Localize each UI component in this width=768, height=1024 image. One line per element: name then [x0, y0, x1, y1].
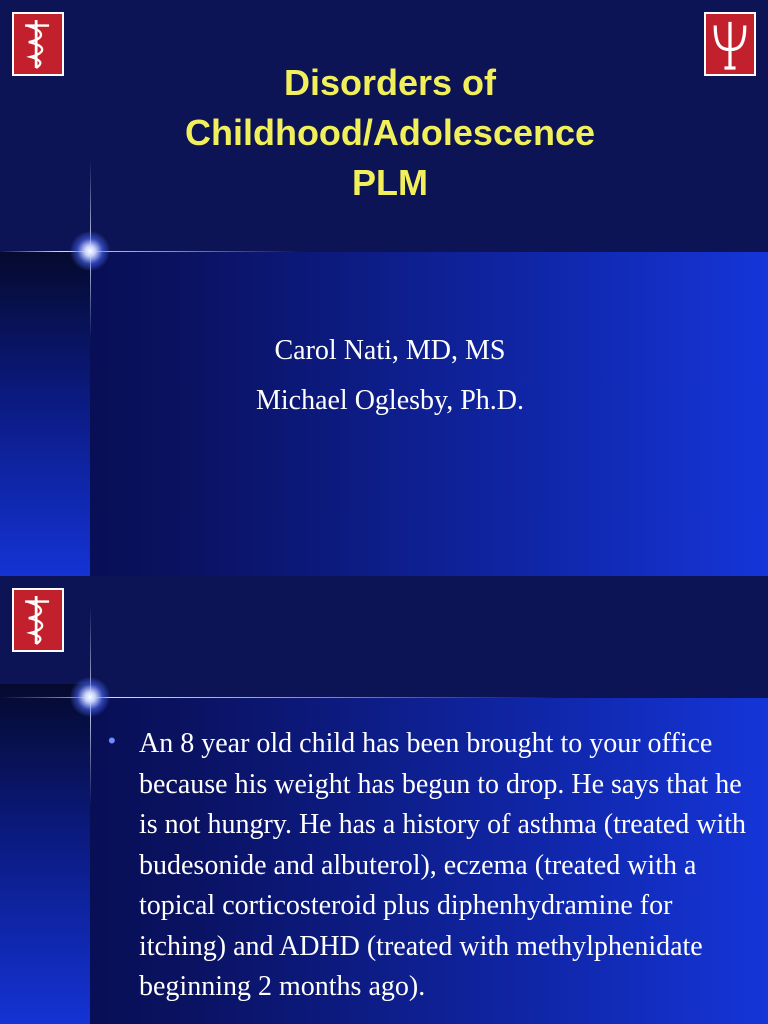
title-line-3: PLM — [352, 162, 428, 203]
title-line-2: Childhood/Adolescence — [184, 112, 596, 153]
bullet-marker: • — [108, 728, 116, 753]
author-2: Michael Oglesby, Ph.D. — [255, 385, 525, 416]
case-description: An 8 year old child has been brought to your office because his weight has begun to drop. He says that he is not hungry. He has a history of asthma (treated with budesonide and albuterol), eczema (treated with a topical corticosteroid plus diphenhydramine for itching) and ADHD (treated with methylphenidate beginning 2 months ago). — [139, 728, 747, 1002]
flare-horizontal-line — [0, 251, 300, 252]
psi-icon — [706, 14, 754, 74]
caduceus-icon — [14, 590, 62, 650]
caduceus-icon — [14, 14, 62, 74]
left-gradient-band — [0, 684, 90, 1024]
caduceus-logo — [12, 588, 64, 652]
case-slide — [0, 576, 768, 1024]
slide-title — [110, 58, 670, 208]
author-list — [0, 326, 768, 426]
title-line-1: Disorders of — [283, 62, 497, 103]
author-1: Carol Nati, MD, MS — [274, 335, 506, 366]
case-bullet — [108, 724, 758, 1008]
sparkle-flare — [70, 677, 110, 717]
sparkle-flare — [70, 231, 110, 271]
psi-logo — [704, 12, 756, 76]
caduceus-logo — [12, 12, 64, 76]
